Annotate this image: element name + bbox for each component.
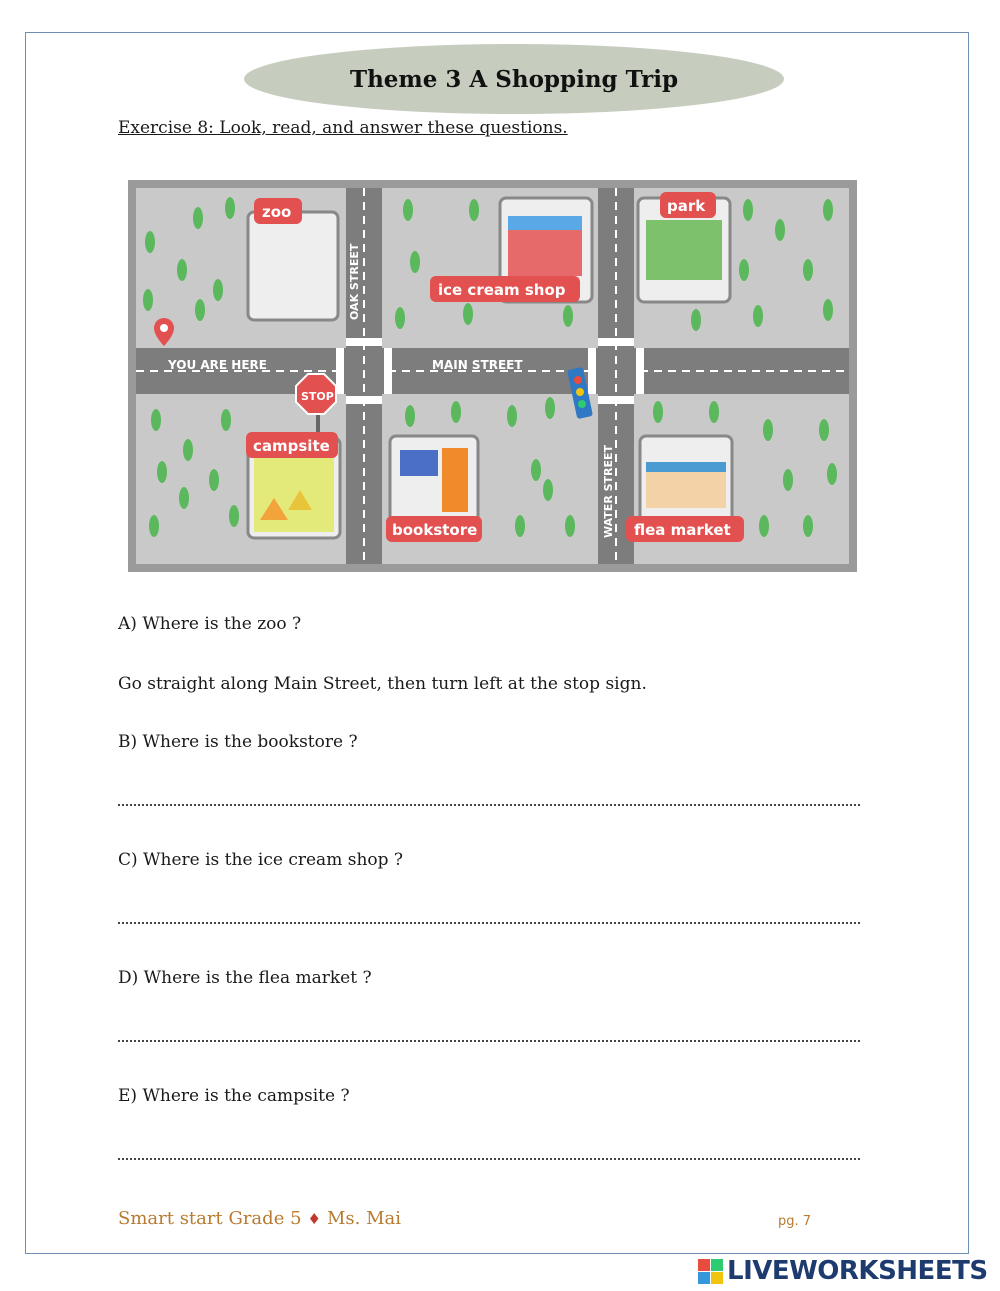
answer-line-b[interactable] (118, 800, 860, 806)
zoo-building (248, 212, 338, 320)
main-street-label: MAIN STREET (432, 358, 523, 372)
answer-line-e[interactable] (118, 1154, 860, 1160)
question-d: D) Where is the flea market ? (118, 968, 372, 988)
question-e: E) Where is the campsite ? (118, 1086, 350, 1106)
question-a: A) Where is the zoo ? (118, 614, 302, 634)
campsite-label: campsite (253, 437, 330, 455)
oak-street-label: OAK STREET (348, 243, 361, 320)
question-b: B) Where is the bookstore ? (118, 732, 358, 752)
park-label: park (667, 197, 706, 215)
town-map (128, 180, 857, 572)
you-are-here-label: YOU ARE HERE (168, 358, 267, 372)
logo-blocks-icon (698, 1259, 723, 1284)
answer-line-c[interactable] (118, 918, 860, 924)
footer-course: Smart start Grade 5 (118, 1208, 302, 1229)
ice-cream-shop-label: ice cream shop (438, 281, 566, 299)
stop-sign-label: STOP (301, 390, 334, 403)
diamond-icon: ♦ (307, 1210, 321, 1228)
page-title: Theme 3 A Shopping Trip (349, 65, 679, 93)
water-street-label: WATER STREET (602, 444, 615, 538)
footer-credit (118, 1208, 401, 1229)
answer-a: Go straight along Main Street, then turn left at the stop sign. (118, 674, 647, 694)
answer-line-d[interactable] (118, 1036, 860, 1042)
question-c: C) Where is the ice cream shop ? (118, 850, 404, 870)
flea-market-label: flea market (634, 521, 731, 539)
footer-teacher: Ms. Mai (326, 1208, 401, 1229)
brand-name: LIVEWORKSHEETS (727, 1256, 988, 1286)
title-banner (244, 44, 784, 114)
zoo-label: zoo (262, 203, 292, 221)
liveworksheets-logo (698, 1256, 988, 1286)
bookstore-label: bookstore (392, 521, 478, 539)
exercise-instruction: Exercise 8: Look, read, and answer these questions. (118, 118, 568, 138)
page-number: pg. 7 (778, 1214, 812, 1229)
